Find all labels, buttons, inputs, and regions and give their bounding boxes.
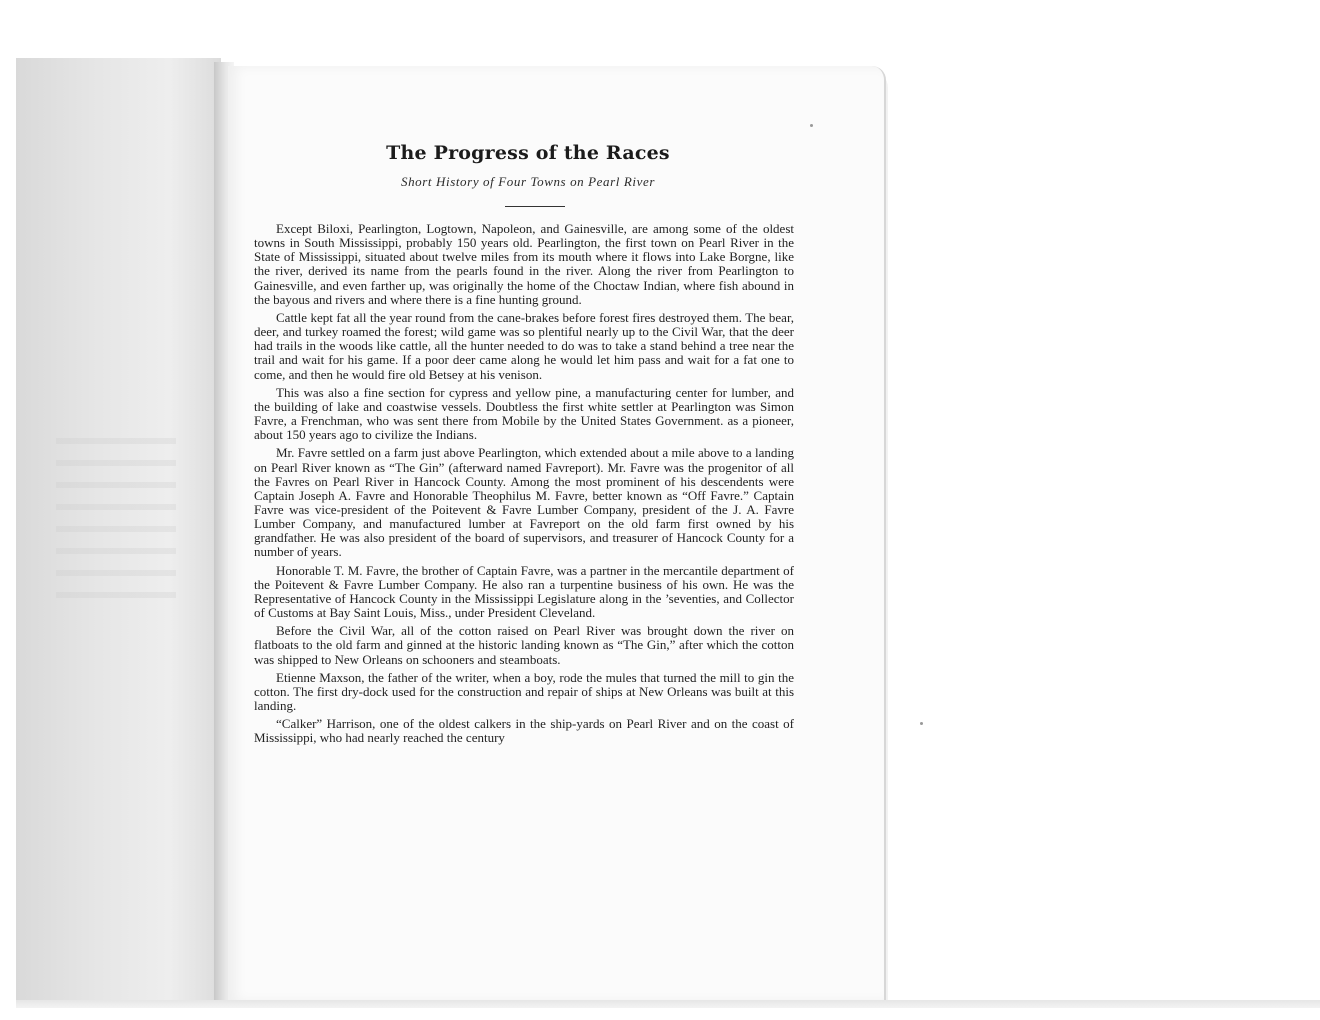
paragraph: Etienne Maxson, the father of the writer, when a boy, rode the mules that turned the mill to gin the cotton. The first dry-dock used for the construction and repair of ships at New Orleans was built at this landing. (254, 669, 794, 713)
left-page (16, 58, 221, 1003)
page-subtitle: Short History of Four Towns on Pearl River (400, 174, 656, 189)
paragraph: Except Biloxi, Pearlington, Logtown, Napoleon, and Gainesville, are among some of the oldest towns in South Mississippi, probably 150 years old. Pearlington, the first town on Pearl River in the State of Mississippi, situated about twelve miles from its mouth where it flows into Lake Borgne, like the river, derived its name from the pearls found in the river. Along the river from Pearlington to Gainesville, and even farther up, was originally the home of the Choctaw Indian, where fish abound in the bayous and rivers and where there is a fine hunting ground. (254, 221, 794, 307)
paragraph: Cattle kept fat all the year round from the cane-brakes before forest fires destroyed them. The bear, deer, and turkey roamed the forest; wild game was so plentiful nearly up to the Civil War, that the deer had trails in the woods like cattle, all the hunter needed to do was to take a stand behind a tree near the trail and wait for his game. If a poor deer came along he would let him pass and wait for a fat one to come, and then he would fire old Betsey at his venison. (254, 309, 794, 382)
paragraph: Before the Civil War, all of the cotton raised on Pearl River was brought down the river on flatboats to the old farm and ginned at the historic landing known as “The Gin,” after which the cotton was shipped to New Orleans on schooners and steamboats. (254, 623, 794, 667)
paragraph: This was also a fine section for cypress and yellow pine, a manufacturing center for lumber, and the building of lake and coastwise vessels. Doubtless the first white settler at Pearlington was Simon Favre, a Frenchman, who was sent there from Mobile by the United States Government. as a pioneer, about 150 years ago to civilize the Indians. (254, 384, 794, 443)
paragraph: Honorable T. M. Favre, the brother of Captain Favre, was a partner in the mercantile department of the Poitevent & Favre Lumber Company. He also ran a turpentine business of his own. He was the Representative of Hancock County in the Mississippi Legislature along in the ’seventies, and Collector of Customs at Bay Saint Louis, Miss., under President Cleveland. (254, 562, 794, 621)
paragraph: “Calker” Harrison, one of the oldest calkers in the ship-yards on Pearl River and on the coast of Mississippi, who had nearly reached the century (254, 716, 794, 746)
article-body (254, 222, 794, 749)
bleed-through-text (56, 438, 176, 598)
paragraph: Mr. Favre settled on a farm just above Pearlington, which extended about a mile above to a landing on Pearl River known as “The Gin” (afterward named Favreport). Mr. Favre was the progenitor of all the Favres on Pearl River in Hancock County. Among the most prominent of his descendents were Captain Joseph A. Favre and Honorable Theophilus M. Favre, better known as “Off Favre.” Captain Favre was vice-president of the Poitevent & Favre Lumber Company, president of the J. A. Favre Lumber Company, and manufactured lumber at Favreport on the old farm first owned by his grandfather. He was also president of the board of supervisors, and treasurer of Hancock County for a number of years. (254, 445, 794, 560)
title-divider (505, 206, 565, 207)
bottom-page-edge (16, 1000, 1320, 1008)
page-title: The Progress of the Races (386, 142, 670, 164)
scan-speck (810, 124, 813, 127)
scan-speck (920, 722, 923, 725)
